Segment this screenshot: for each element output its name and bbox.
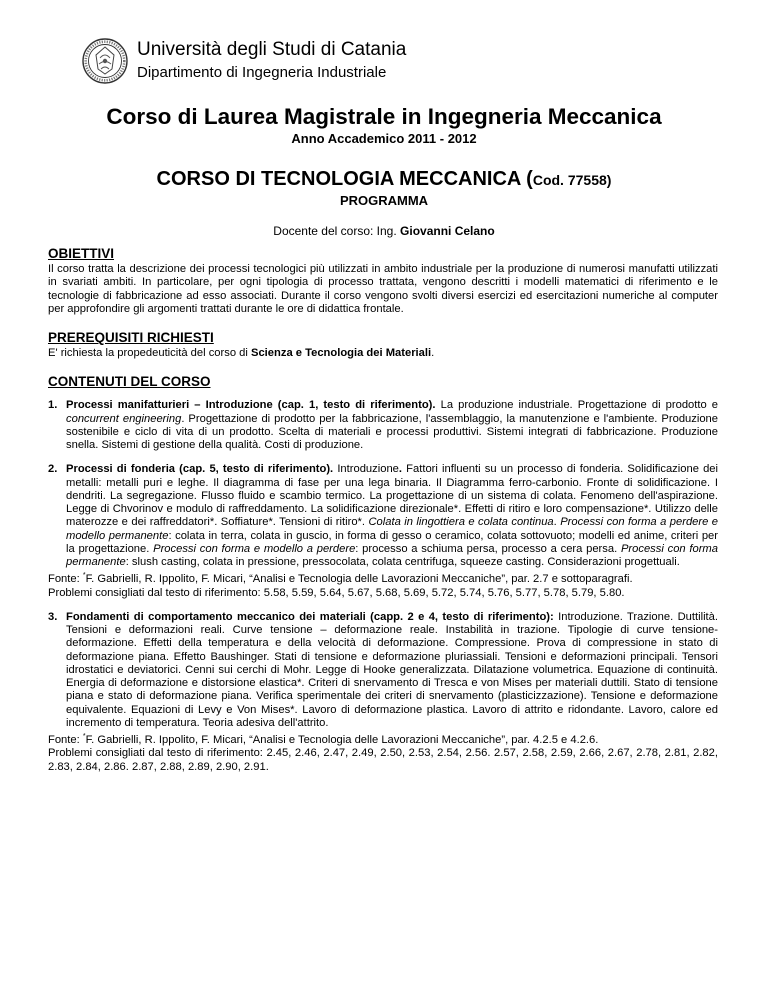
item-italic: Processi con forma a perdere e modello permanente [66, 516, 719, 542]
subject-title [0, 167, 768, 192]
list-item [48, 611, 718, 774]
item-text: Introduzione. Trazione. Duttilità. Tensioni e deformazioni reali. Curve tensione – deformazione reale. Instabilità in trazione. Tipologie di curve tensione-deformazione. Effetti della temperatura e della velocità di deformazione. Compressione. Prova di compressione in stato di deformazione piana. Effetto Baushinger. Stati di tensione e deformazione pluriassiali. Tensioni e deformazioni principali. Tensori idrostatici e deviatorici. Cenni sui cerchi di Mohr. Legge di Hooke generalizzata. Dilatazione volumetrica. Equazione di continuità. Energia di deformazione e distorsione elastica*. Criteri di snervamento di Tresca e von Mises per materiali duttili. Stato di tensione piana e stato di deformazione piana. Verifica sperimentale dei criteri di snervamento (plasticizzazione). Tensione e deformazione equivalente. Equazioni di Levy e Von Mises*. Lavoro di deformazione plastica. Lavoro di attrito e ridondante. Lavoro, calore ed incremento di temperatura. Teoria adesiva dell'attrito. [66, 610, 718, 729]
item-bold: . [398, 463, 403, 476]
prerequisite-course: Scienza e Tecnologia dei Materiali [251, 347, 432, 359]
recommended-problems: Problemi consigliati dal testo di riferimento: 5.58, 5.59, 5.64, 5.67, 5.68, 5.69, 5.72, 5.74, 5.76, 5.77, 5.78, 5.79, 5.80. [48, 586, 625, 599]
teacher-name: Giovanni Celano [400, 224, 495, 238]
item-number: 1. [48, 399, 58, 412]
source-note [48, 569, 718, 586]
item-title: Processi manifatturieri – Introduzione (cap. 1, testo di riferimento). [66, 399, 436, 412]
item-text: : processo a schiuma persa, processo a cera persa. [355, 542, 621, 555]
prerequisites-suffix: . [431, 347, 435, 359]
source-mark: * [82, 733, 86, 740]
source-mark: * [82, 572, 86, 580]
prerequisites-prefix: E' richiesta la propedeuticità del corso di [48, 347, 251, 359]
university-seal-icon [82, 38, 128, 84]
prerequisites-heading: PREREQUISITI RICHIESTI [48, 330, 214, 345]
item-text: La produzione industriale. Progettazione di prodotto e [435, 399, 719, 412]
source-note [48, 730, 718, 747]
objectives-heading: OBIETTIVI [48, 246, 115, 261]
department-name: Dipartimento di Ingegneria Industriale [137, 64, 387, 81]
contents-list [48, 399, 718, 774]
item-italic: concurrent engineering [66, 412, 182, 425]
item-body [48, 399, 718, 452]
item-body [48, 463, 718, 569]
item-italic: Colata in lingottiera e colata continua [368, 516, 554, 529]
item-text: : colata in terra, colata in guscio, in forma di gesso o ceramico, colata sottovuoto; modelli ed anime, criteri per la progettazione. [66, 529, 718, 555]
item-italic: Processi con forma e modello a perdere [153, 542, 356, 555]
item-italic: Processi con forma permanente [66, 542, 718, 568]
degree-title: Corso di Laurea Magistrale in Ingegneria Meccanica [106, 104, 662, 129]
item-text: Introduzione [333, 463, 399, 476]
objectives-text: Il corso tratta la descrizione dei processi tecnologici più utilizzati in ambito industriale per la produzione di numerosi manufatti utilizzati in svariati ambiti. In particolare, per ogni tipologia di processo trattata, vengono descritti i modelli matematici di riferimento e le tecnologie di fabbricazione ad esso associati. Durante il corso vengono svolti diversi esercizi ed esercitazioni numeriche al computer per approfondire gli argomenti trattati durante le ore di didattica frontale. [48, 263, 718, 315]
item-text: Fattori influenti su un processo di fonderia. Solidificazione dei metalli: metalli puri e leghe. Il diagramma di fase per una lega binaria. Il Diagramma ferro-carbonio. Fronte di solidificazione. I dendriti. La segregazione. Flusso fluido e scambio termico. La progettazione di un sistema di colata. Fenomeno dell'aspirazione. Legge di Chvorinov e modulo di raffreddamento. La solidificazione direzionale*. Effetti di ritiro e loro compensazione*. Utilizzo delle materozze e dei raffreddatori*. Soffiature*. Tensioni di ritiro*. [66, 463, 718, 529]
contents-heading: CONTENUTI DEL CORSO [48, 374, 211, 390]
source-text: F. Gabrielli, R. Ippolito, F. Micari, “Analisi e Tecnologia delle Lavorazioni Meccaniche”, par. 4.2.5 e 4.2.6. [85, 734, 599, 746]
teacher-line [0, 224, 768, 239]
source-prefix: Fonte: [48, 573, 83, 586]
subject-name: CORSO DI TECNOLOGIA MECCANICA ( [156, 168, 533, 190]
item-text: . [553, 516, 561, 529]
list-item [48, 463, 718, 600]
item-body [48, 611, 718, 730]
academic-year: Anno Accademico 2011 - 2012 [291, 131, 477, 146]
item-text: . Progettazione di prodotto per la fabbricazione, l'assemblaggio, la manutenzione e l'ambiente. Produzione sostenibile e ciclo di vita di un prodotto. Scelta di materiali e processi produttivi. Sistemi integrati di fabbricazione. Produzione snella. Sistemi di gestione della qualità. Costi di produzione. [66, 412, 719, 451]
item-number: 3. [48, 610, 58, 623]
item-title: Fondamenti di comportamento meccanico dei materiali (capp. 2 e 4, testo di riferimento): [66, 610, 554, 623]
course-code: Cod. 77558) [532, 172, 612, 188]
teacher-prefix: Docente del corso: Ing. [273, 224, 401, 238]
document-body [48, 246, 718, 774]
program-label: PROGRAMMA [339, 193, 429, 208]
source-text: F. Gabrielli, R. Ippolito, F. Micari, “Analisi e Tecnologia delle Lavorazioni Meccaniche”, par. 2.7 e sottoparagrafi. [85, 573, 633, 586]
item-title: Processi di fonderia (cap. 5, testo di riferimento). [66, 463, 334, 476]
university-name: Università degli Studi di Catania [137, 39, 407, 60]
item-text: : slush casting, colata in pressione, pressocolata, colata centrifuga, squeeze casting. Considerazioni progettuali. [125, 556, 680, 568]
source-prefix: Fonte: [48, 734, 83, 746]
list-item [48, 399, 718, 452]
prerequisites-text [48, 347, 718, 360]
recommended-problems: Problemi consigliati dal testo di riferimento: 2.45, 2.46, 2.47, 2.49, 2.50, 2.53, 2.54, 2.56. 2.57, 2.58, 2.59, 2.66, 2.67, 2.78, 2.81, 2.82, 2.83, 2.84, 2.86. 2.87, 2.88, 2.89, 2.90, 2.91. [48, 747, 718, 773]
item-number: 2. [48, 463, 58, 476]
